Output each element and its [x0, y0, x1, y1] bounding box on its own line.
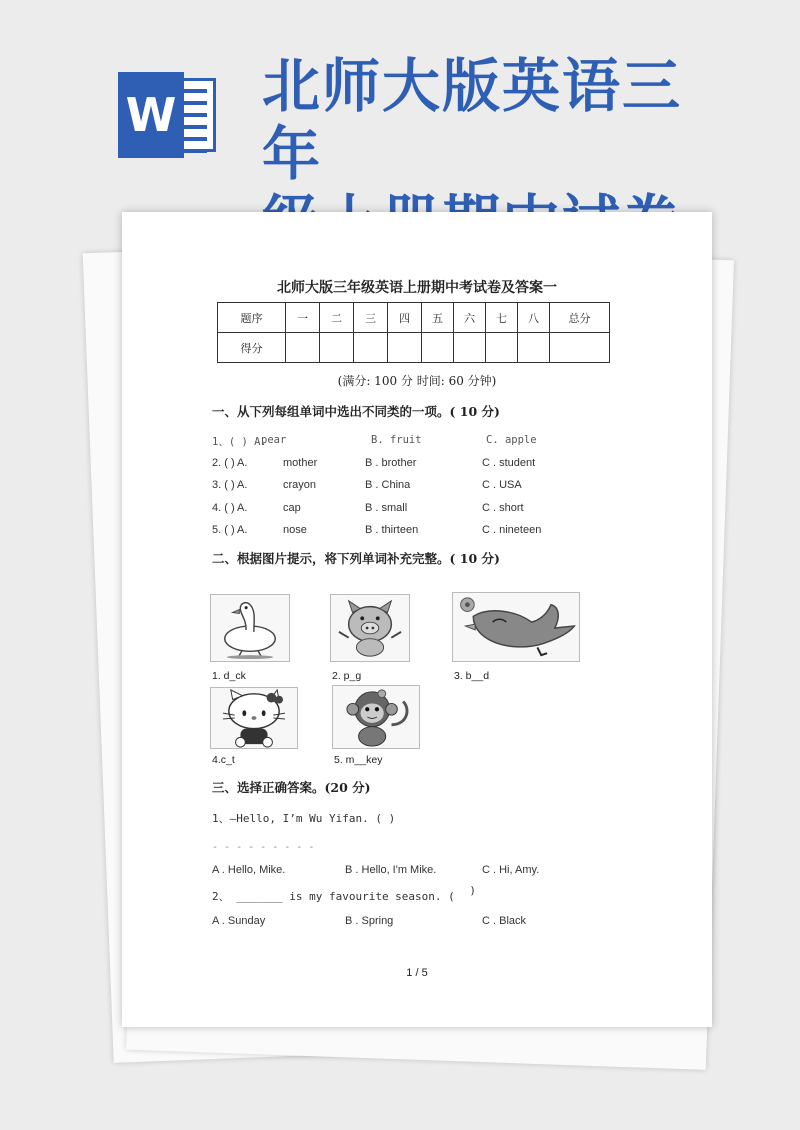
score-blank-cell: [454, 333, 486, 363]
option-b: B . Hello, I'm Mike.: [345, 864, 437, 876]
section3-title: 三、选择正确答案。(20 分): [212, 780, 371, 795]
question-3-1: 1、—Hello, I’m Wu Yifan. ( ): [212, 812, 396, 825]
question-number: 4. ( ) A.: [212, 502, 248, 514]
pig-picture: [330, 594, 410, 662]
word-clue-3: 3. b__d: [454, 670, 490, 682]
monkey-picture: [332, 685, 420, 749]
score-cell: 五: [422, 303, 454, 333]
option-c: C . short: [482, 502, 524, 514]
document-title: 北师大版三年级英语上册期中考试卷及答案一: [277, 280, 557, 296]
score-blank-cell: [422, 333, 454, 363]
bird-icon: [453, 593, 579, 661]
answer-dashes: - - - - - - - - -: [212, 842, 315, 853]
score-blank-cell: [518, 333, 550, 363]
score-blank-cell: [320, 333, 354, 363]
cat-picture: [210, 687, 298, 749]
option-a: cap: [283, 502, 301, 514]
score-cell: 七: [486, 303, 518, 333]
option-a: nose: [283, 524, 307, 536]
score-table: [217, 302, 610, 363]
option-b: B . thirteen: [365, 524, 419, 536]
question-number: 2. ( ) A.: [212, 457, 248, 469]
question-3-2-close: ): [469, 884, 477, 897]
option-a: pear: [261, 434, 287, 446]
option-c: C . USA: [482, 479, 522, 491]
option-a: mother: [283, 457, 318, 469]
word-clue-4: 4.c_t: [212, 754, 235, 766]
score-blank-cell: [388, 333, 422, 363]
option-c: C . Hi, Amy.: [482, 864, 540, 876]
page-number: 1 / 5: [406, 967, 428, 979]
score-cell: 总分: [550, 303, 610, 333]
monkey-icon: [333, 686, 419, 748]
option-b: B . Spring: [345, 915, 394, 927]
option-a: A . Sunday: [212, 915, 266, 927]
section2-title: 二、根据图片提示，将下列单词补充完整。( 10 分): [212, 551, 500, 566]
score-cell: 一: [286, 303, 320, 333]
score-table-header-row: [218, 303, 610, 333]
option-b: B . brother: [365, 457, 417, 469]
word-clue-5: 5. m__key: [334, 754, 383, 766]
pig-icon: [331, 595, 409, 661]
duck-picture: [210, 594, 290, 662]
page-title-line1: 北师大版英语三年: [262, 52, 683, 188]
duck-icon: [211, 595, 289, 661]
question-number: 1、( ) A.: [212, 436, 267, 448]
document-page: [122, 212, 712, 1027]
option-b: B . small: [365, 502, 408, 514]
question-3-2: [212, 884, 477, 904]
score-cell: 题序: [218, 303, 286, 333]
score-blank-cell: [550, 333, 610, 363]
score-cell: 三: [354, 303, 388, 333]
score-cell: 八: [518, 303, 550, 333]
option-c: C . Black: [482, 915, 527, 927]
option-a: crayon: [283, 479, 317, 491]
question-3-2-text: 2、 _______ is my favourite season. (: [212, 890, 455, 903]
word-logo-letter: W: [118, 72, 184, 158]
cat-icon: [211, 688, 297, 748]
option-b: B. fruit: [371, 434, 422, 446]
option-c: C . nineteen: [482, 524, 542, 536]
option-a: A . Hello, Mike.: [212, 864, 286, 876]
bird-picture: [452, 592, 580, 662]
option-b: B . China: [365, 479, 411, 491]
exam-meta: (满分: 100 分 时间: 60 分钟): [337, 374, 497, 388]
score-blank-cell: [486, 333, 518, 363]
word-clue-2: 2. p_g: [332, 670, 362, 682]
score-cell: 四: [388, 303, 422, 333]
score-blank-cell: [354, 333, 388, 363]
score-cell: 六: [454, 303, 486, 333]
score-blank-cell: [286, 333, 320, 363]
score-cell: 得分: [218, 333, 286, 363]
score-cell: 二: [320, 303, 354, 333]
word-clue-1: 1. d_ck: [212, 670, 246, 682]
option-c: C. apple: [486, 434, 537, 446]
question-number: 3. ( ) A.: [212, 479, 248, 491]
question-number: 5. ( ) A.: [212, 524, 248, 536]
score-table-score-row: [218, 333, 610, 363]
word-doc-icon: [118, 72, 218, 158]
section1-title: 一、从下列每组单词中选出不同类的一项。( 10 分): [212, 404, 500, 419]
option-c: C . student: [482, 457, 536, 469]
